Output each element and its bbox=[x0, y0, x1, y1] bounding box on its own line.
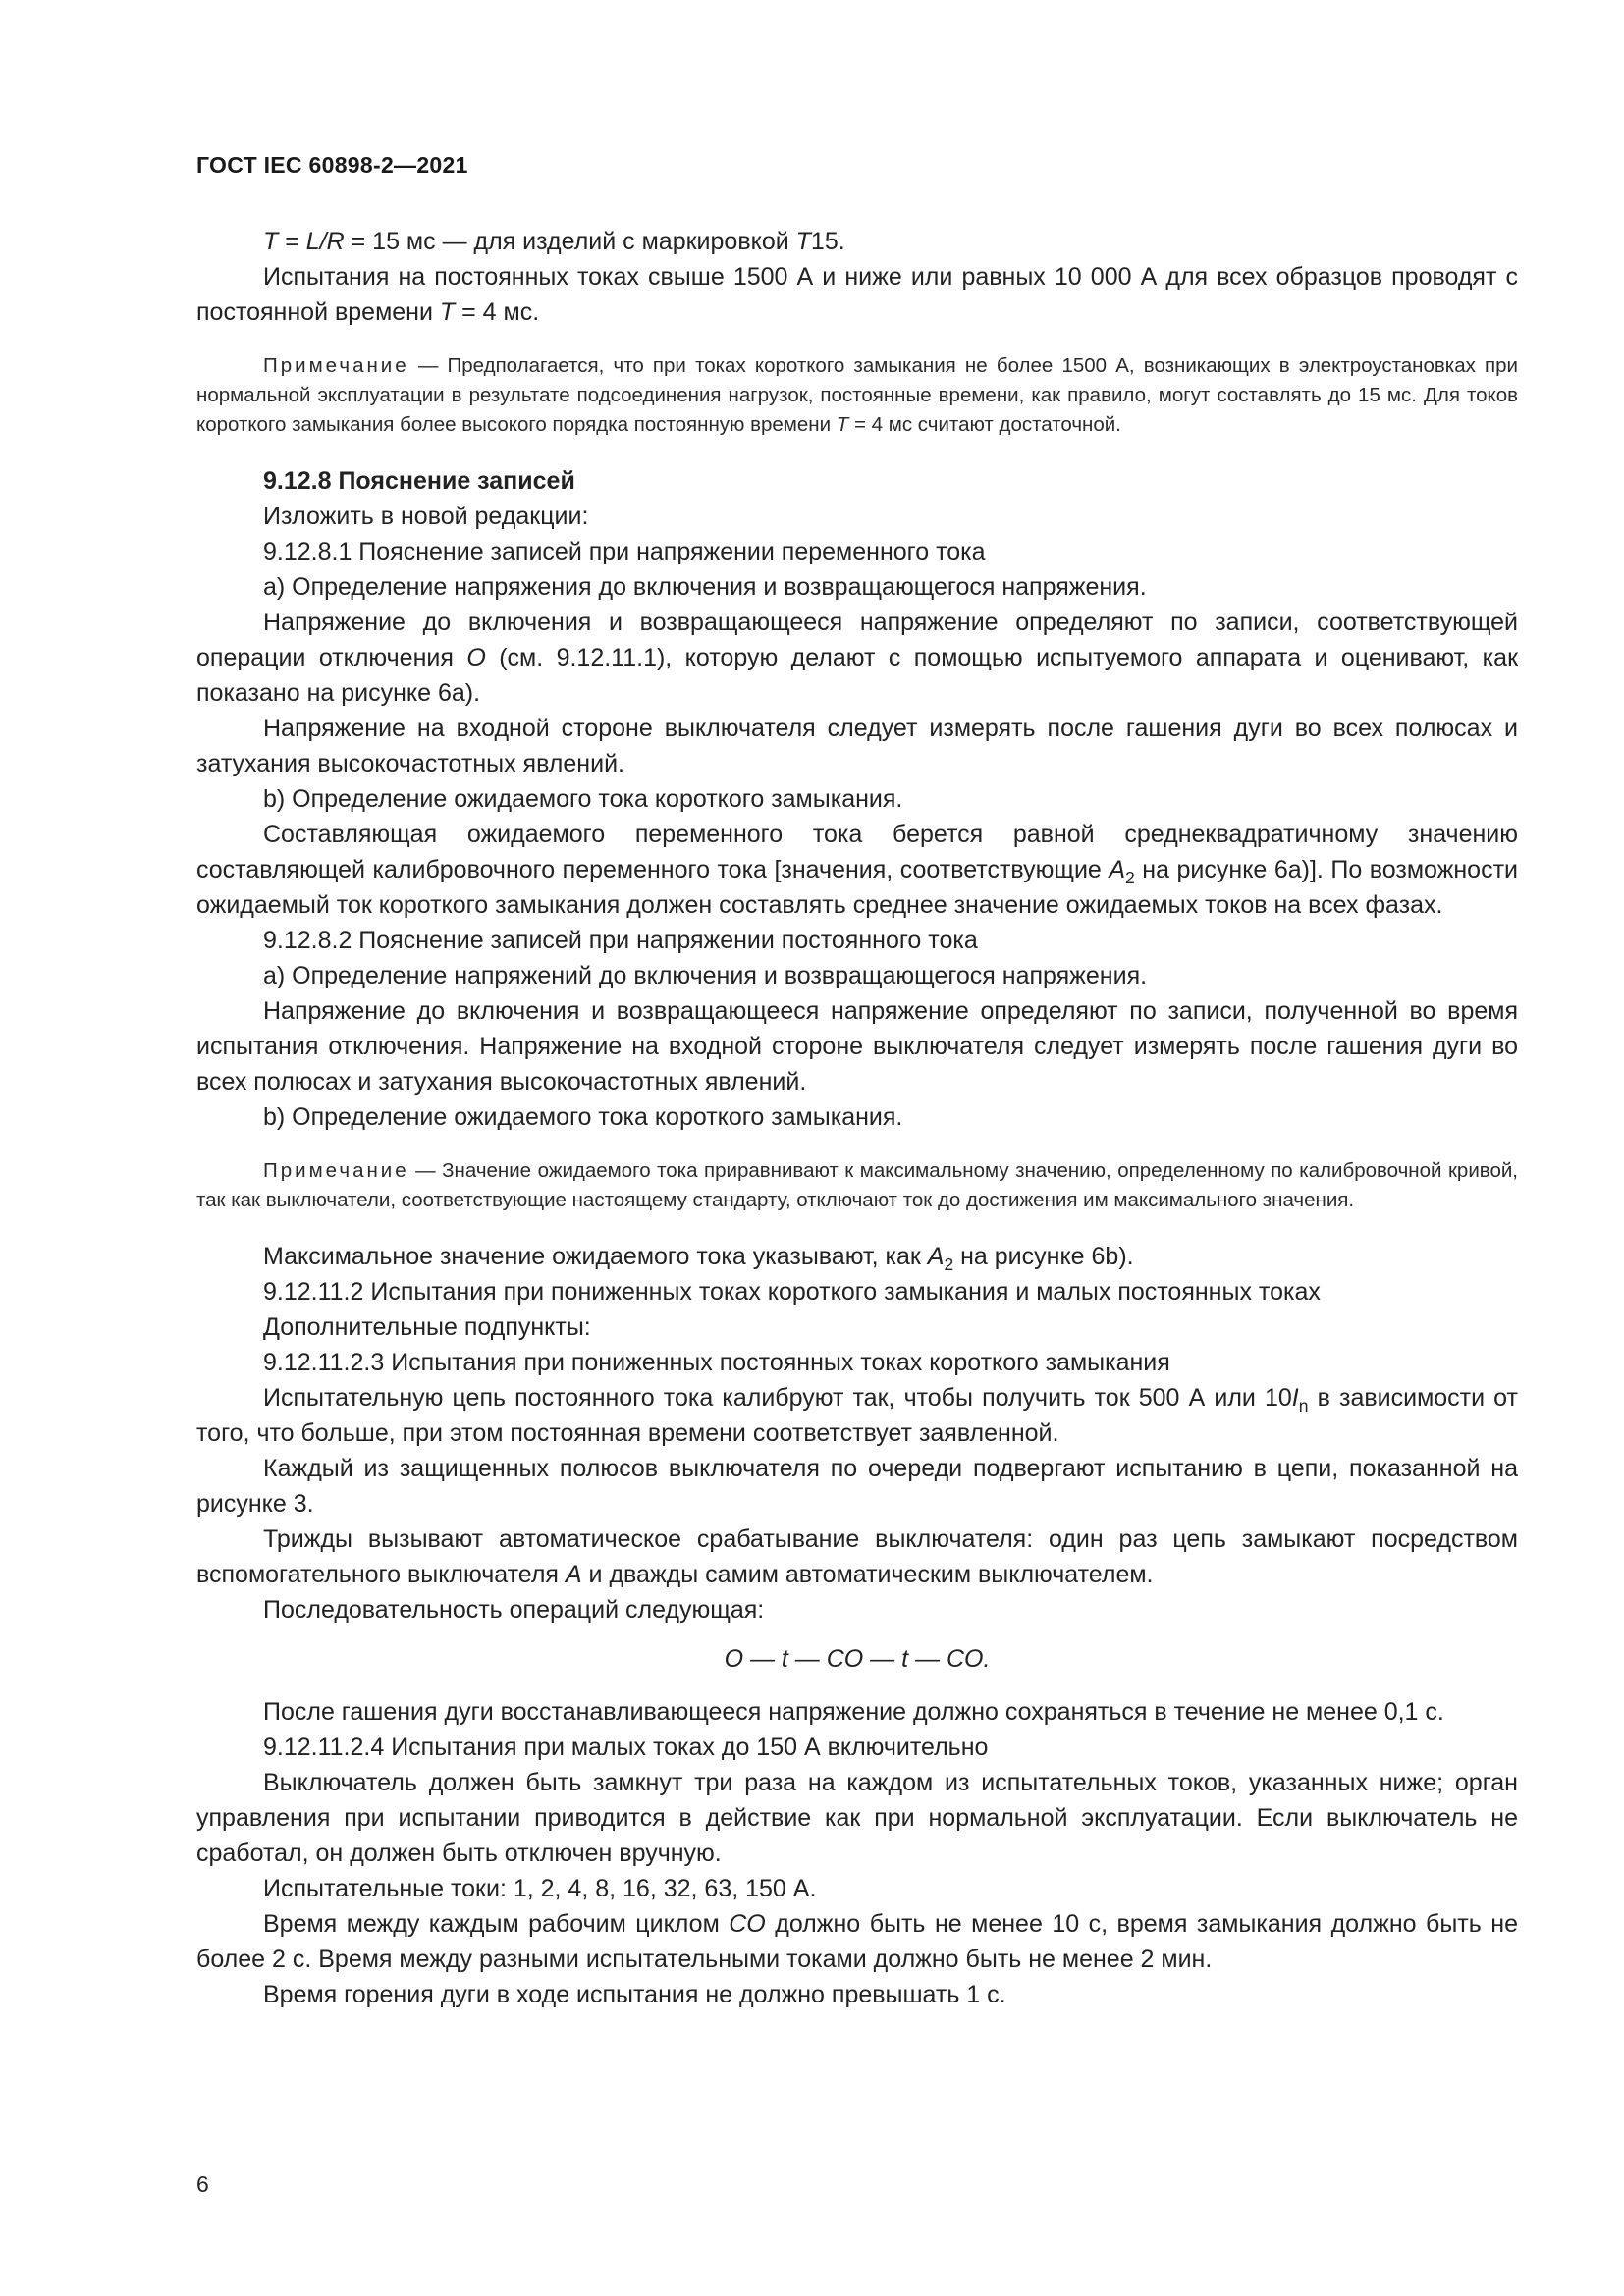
subsection-9-12-8-2: 9.12.8.2 Пояснение записей при напряжении постоянного тока bbox=[263, 927, 978, 954]
subsection-9-12-11-2-3: 9.12.11.2.3 Испытания при пониженных постоянных токах короткого замыкания bbox=[263, 1349, 1170, 1376]
paragraph-close-three-times: Выключатель должен быть замкнут три раза на каждом из испытательных токов, указанных ниже; орган управления при испытании приводится в действие как при нормальной эксплуатации. Если выключатель не сработал, он должен быть отключен вручную. bbox=[196, 1769, 1518, 1867]
paragraph-dc-voltage-record: Напряжение до включения и возвращающееся напряжение определяют по записи, полученной во время испытания отключения. Напряжение на входной стороне выключателя следует измерять после гашения дуги во всех полюсах и затухания высокочастотных явлений. bbox=[196, 997, 1518, 1095]
paragraph-ac-prospective-current: Составляющая ожидаемого переменного тока берется равной среднеквадратичному значению составляющей калибровочного переменного тока [значения, соответствующие $A_2$ на рисунке 6a)]. По возможности ожидаемый ток короткого замыкания должен составлять среднее значение ожидаемых токов на всех фазах. bbox=[196, 821, 1518, 919]
paragraph-ac-voltage-record: Напряжение до включения и возвращающееся напряжение определяют по записи, соответствующей операции отключения O (см. 9.12.11.1), которую делают с помощью испытуемого аппарата и оценивают, как показано на рисунке 6a). bbox=[196, 609, 1519, 707]
paragraph-automatic-tripping: Трижды вызывают автоматическое срабатывание выключателя: один раз цепь замыкают посредством вспомогательного выключателя A и дважды самим автоматическим выключателем. bbox=[196, 1525, 1518, 1588]
subsection-9-12-11-2: 9.12.11.2 Испытания при пониженных токах короткого замыкания и малых постоянных токах bbox=[263, 1278, 1321, 1306]
paragraph-cycle-timing: Время между каждым рабочим циклом CO должно быть не менее 10 с, время замыкания должно быть не более 2 с. Время между разными испытательными токами должно быть не менее 2 мин. bbox=[196, 1910, 1518, 1973]
paragraph-sequence-intro: Последовательность операций следующая: bbox=[263, 1596, 765, 1624]
paragraph-dc-tests: Испытания на постоянных токах свыше 1500 А и ниже или равных 10 000 А для всех образцов проводят с постоянной времени T = 4 мс. bbox=[196, 263, 1518, 326]
paragraph-arcing-time: Время горения дуги в ходе испытания не должно превышать 1 с. bbox=[263, 1981, 1006, 2008]
note-prospective-current: Примечание — Значение ожидаемого тока приравнивают к максимальному значению, определенному по калибровочной кривой, так как выключатели, соответствующие настоящему стандарту, отключают ток до достижения им максимального значения. bbox=[196, 1159, 1518, 1211]
list-item-b-ac: b) Определение ожидаемого тока короткого замыкания. bbox=[263, 785, 903, 813]
note-time-constants: Примечание — Предполагается, что при токах короткого замыкания не более 1500 А, возникающих в электроустановках при нормальной эксплуатации в результате подсоединения нагрузок, постоянные времени, как правило, могут составлять до 15 мс. Для токов короткого замыкания более высокого порядка постоянную времени T = 4 мс считают достаточной. bbox=[196, 354, 1518, 436]
paragraph-test-currents: Испытательные токи: 1, 2, 4, 8, 16, 32, 63, 150 А. bbox=[263, 1875, 817, 1902]
paragraph-ac-input-side: Напряжение на входной стороне выключателя следует измерять после гашения дуги во всех полюсах и затухания высокочастотных явлений. bbox=[196, 715, 1518, 777]
paragraph-max-prospective-current: Максимальное значение ожидаемого тока указывают, как $A_2$ на рисунке 6b). bbox=[263, 1243, 1134, 1274]
paragraph-time-constant-t15: T = L/R = 15 мс — для изделий с маркировкой T15. bbox=[263, 228, 845, 255]
operation-sequence-formula: O — t — CO — t — CO. bbox=[724, 1645, 991, 1673]
subsection-9-12-11-2-4: 9.12.11.2.4 Испытания при малых токах до 150 А включительно bbox=[263, 1734, 989, 1761]
page-header-title: ГОСТ IEC 60898-2—2021 bbox=[196, 152, 468, 178]
paragraph-dc-calibration: Испытательную цепь постоянного тока калибруют так, чтобы получить ток 500 А или $10I_n$ в зависимости от того, что больше, при этом постоянная времени соответствует заявленной. bbox=[196, 1384, 1518, 1447]
paragraph-additional-subclauses: Дополнительные подпункты: bbox=[263, 1313, 591, 1341]
list-item-b-dc: b) Определение ожидаемого тока короткого замыкания. bbox=[263, 1103, 903, 1131]
section-heading-9-12-8: 9.12.8 Пояснение записей bbox=[263, 467, 575, 495]
subsection-9-12-8-1: 9.12.8.1 Пояснение записей при напряжении переменного тока bbox=[263, 538, 986, 565]
page-body bbox=[196, 224, 1518, 2012]
paragraph-recovery-voltage: После гашения дуги восстанавливающееся напряжение должно сохраняться в течение не менее 0,1 с. bbox=[263, 1698, 1444, 1726]
paragraph-protected-poles: Каждый из защищенных полюсов выключателя по очереди подвергают испытанию в цепи, показанной на рисунке 3. bbox=[196, 1455, 1518, 1518]
list-item-a-ac: a) Определение напряжения до включения и возвращающегося напряжения. bbox=[263, 573, 1147, 601]
page-number: 6 bbox=[196, 2171, 209, 2197]
paragraph-new-edition: Изложить в новой редакции: bbox=[263, 503, 589, 530]
list-item-a-dc: a) Определение напряжений до включения и возвращающегося напряжения. bbox=[263, 962, 1148, 989]
